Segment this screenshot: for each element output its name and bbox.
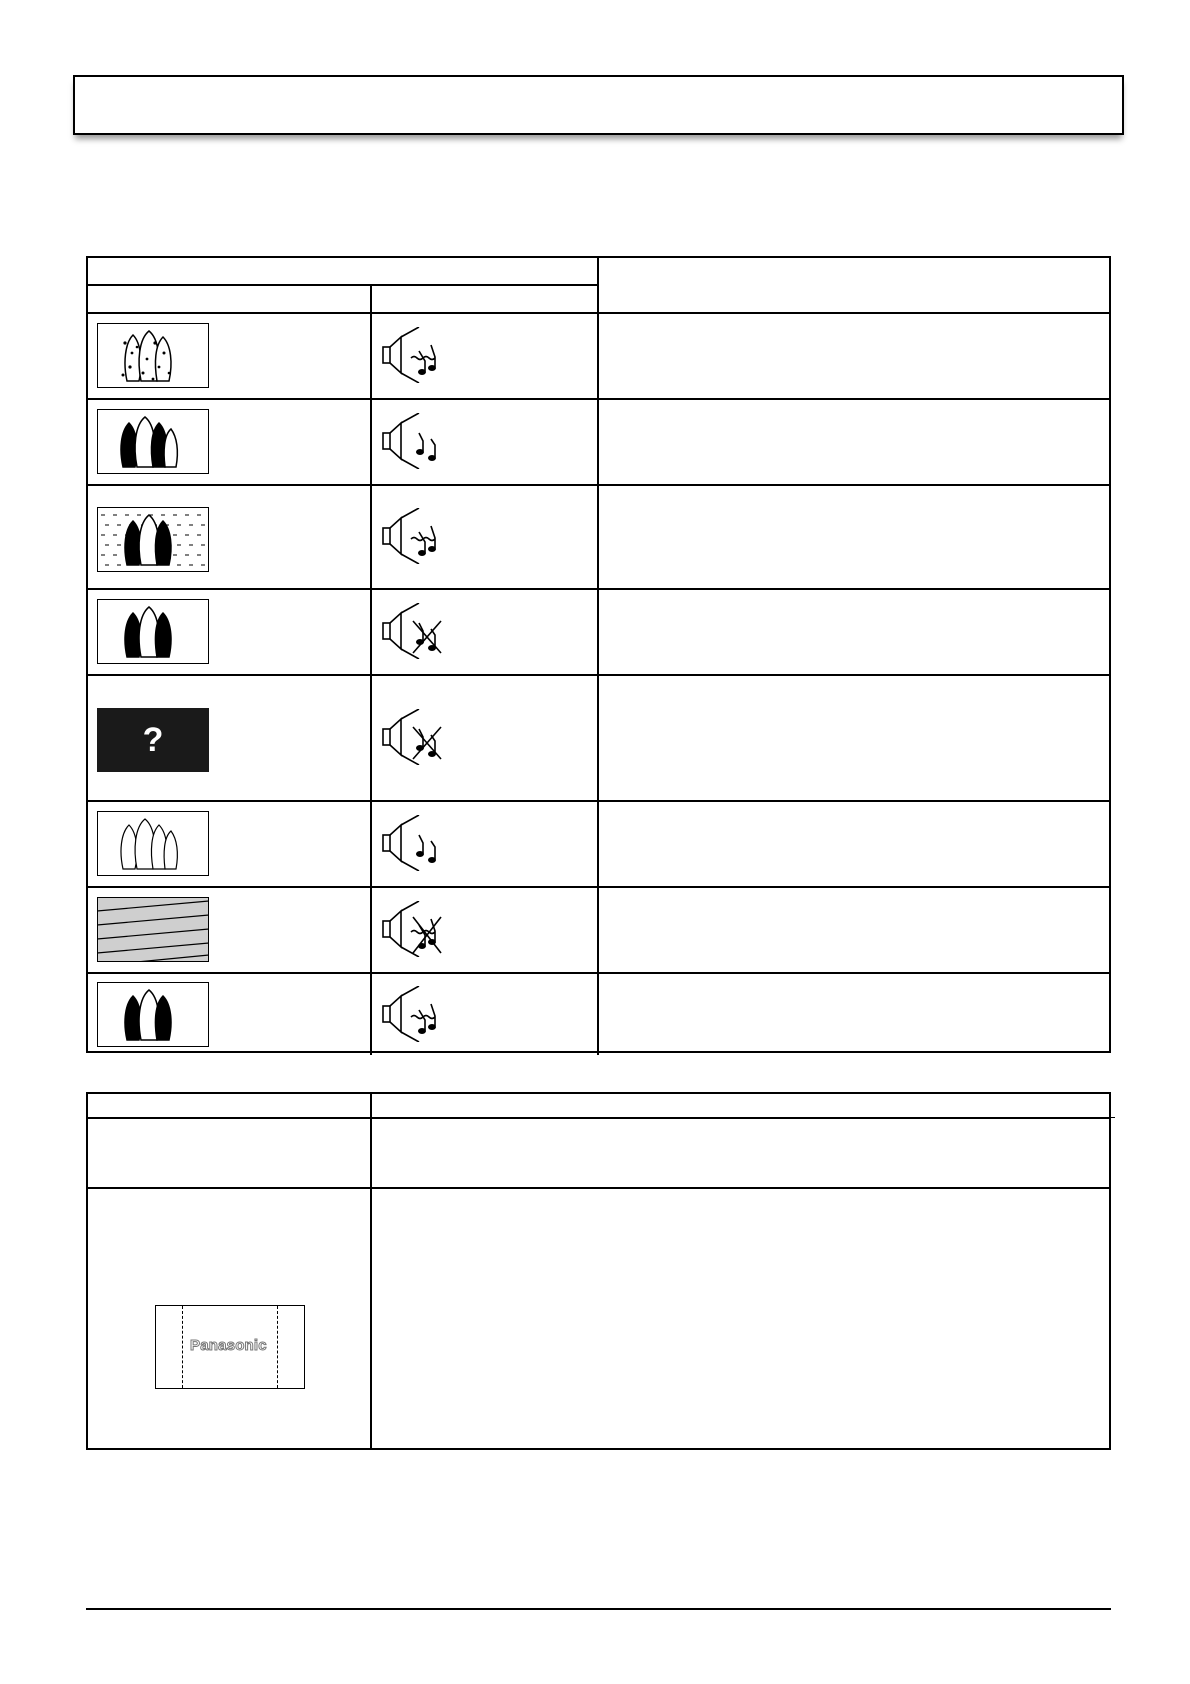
checks-text [599, 400, 1109, 484]
rolling-picture-icon [97, 897, 209, 962]
table-edge-tick [1111, 1117, 1115, 1118]
noisy-no-sound-icon [381, 901, 451, 957]
symptom-row [88, 590, 1109, 676]
checks-text [599, 888, 1109, 972]
penguins-normal-picture-icon [97, 982, 209, 1047]
checks-text [599, 974, 1109, 1055]
no-picture-icon [97, 708, 209, 772]
settings-header-left [88, 1094, 372, 1117]
symptom-table [86, 256, 1111, 1053]
checks-text [599, 676, 1109, 800]
question-mark-glyph: ? [142, 721, 164, 759]
footer-rule [86, 1608, 1111, 1610]
no-sound-icon [381, 603, 451, 659]
penguins-faint-picture-icon [97, 811, 209, 876]
settings-row-label [88, 1119, 372, 1187]
no-sound-icon [381, 709, 451, 765]
right-guide-line [277, 1306, 278, 1388]
checks-header [599, 258, 1109, 314]
settings-row-label [88, 1189, 372, 1448]
settings-row [88, 1119, 1109, 1189]
symptom-row [88, 400, 1109, 486]
checks-text [599, 802, 1109, 886]
normal-sound-icon [381, 815, 451, 871]
symptom-row [88, 676, 1109, 802]
screen-header [88, 286, 372, 314]
symptoms-group-header [88, 258, 599, 286]
settings-row-text [372, 1119, 1109, 1187]
title-bar [73, 75, 1124, 135]
left-guide-line [182, 1306, 183, 1388]
sound-header [372, 286, 599, 314]
symptom-row [88, 888, 1109, 974]
settings-table [86, 1092, 1111, 1450]
penguins-noisy-picture-icon [97, 323, 209, 388]
widescreen-logo-illustration [155, 1305, 305, 1389]
noisy-sound-icon [381, 986, 451, 1042]
checks-text [599, 590, 1109, 674]
panasonic-logo: Panasonic [190, 1337, 267, 1354]
penguins-normal-picture-icon [97, 409, 209, 474]
symptom-row [88, 802, 1109, 888]
normal-sound-icon [381, 413, 451, 469]
penguins-normal-picture-icon [97, 599, 209, 664]
noisy-sound-icon [381, 508, 451, 564]
settings-header-row [88, 1094, 1109, 1119]
penguins-interference-picture-icon [97, 507, 209, 572]
symptom-row [88, 314, 1109, 400]
symptom-row [88, 974, 1109, 1055]
symptom-row [88, 486, 1109, 590]
settings-row [88, 1189, 1109, 1448]
checks-text [599, 486, 1109, 588]
checks-text [599, 314, 1109, 398]
settings-row-text [372, 1189, 1109, 1448]
noisy-sound-icon [381, 327, 451, 383]
